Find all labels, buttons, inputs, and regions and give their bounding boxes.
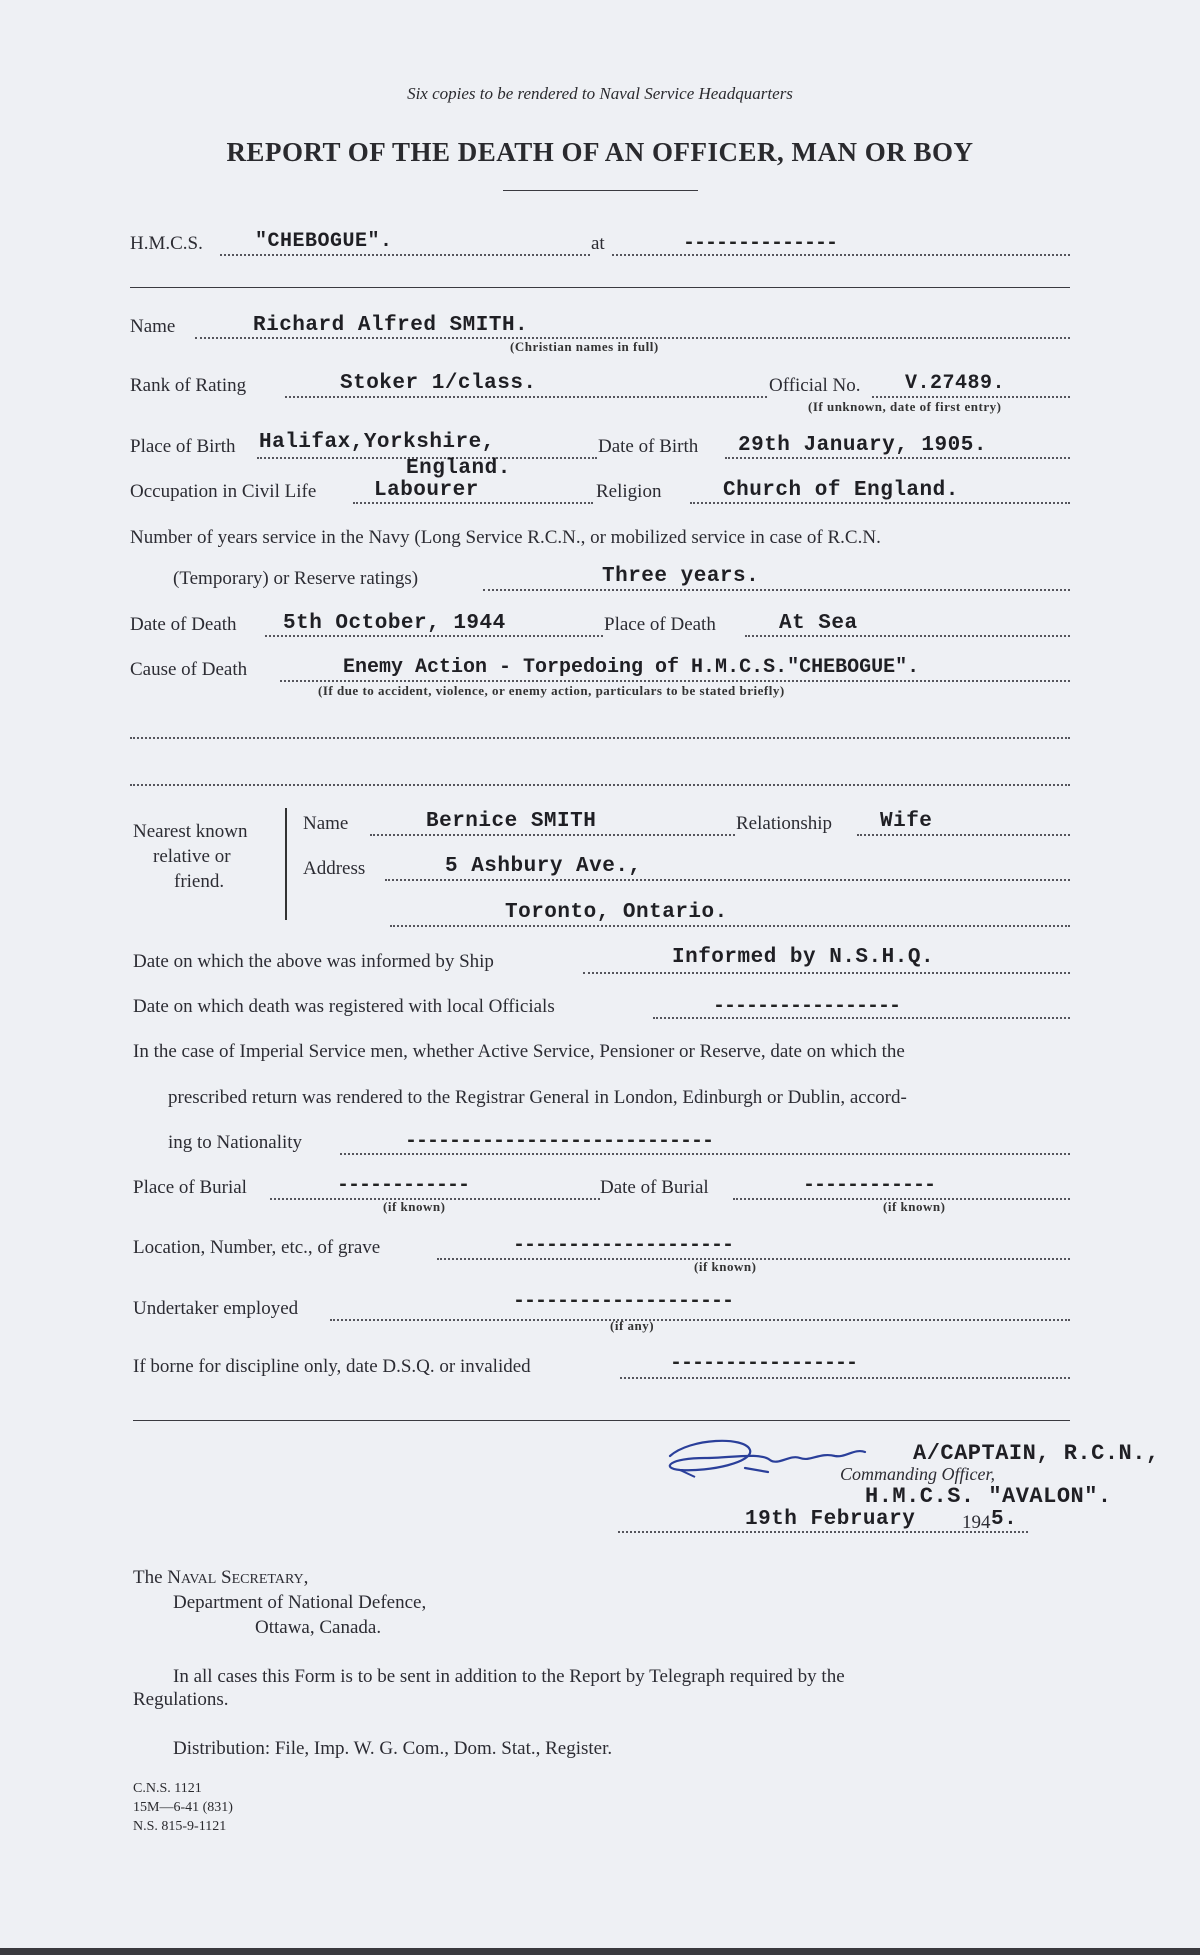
religion-label: Religion <box>596 481 662 502</box>
name-value: Richard Alfred SMITH. <box>253 314 529 337</box>
imperial-line-2: prescribed return was rendered to the Registrar General in London, Edinburgh or Dublin, accord- <box>168 1087 907 1108</box>
service-dots <box>483 589 1070 591</box>
name-hint: (Christian names in full) <box>510 339 659 354</box>
address-line-2: Toronto, Ontario. <box>505 901 728 924</box>
death-place-label: Place of Death <box>604 614 716 635</box>
relative-section-1: Nearest known <box>133 821 248 842</box>
cause-extra-dots-1 <box>130 737 1070 739</box>
naval-secretary-sc-2: ECRETARY <box>231 1572 304 1587</box>
naval-secretary-cap-1: The N <box>133 1567 182 1588</box>
address-dots-2 <box>390 925 1070 927</box>
discipline-value: ----------------- <box>670 1352 858 1375</box>
note-line-1: In all cases this Form is to be sent in addition to the Report by Telegraph required by the <box>173 1666 845 1687</box>
death-date-dots <box>265 635 603 637</box>
undertaker-label: Undertaker employed <box>133 1298 299 1319</box>
undertaker-value: -------------------- <box>513 1290 734 1313</box>
rule-top <box>130 287 1070 288</box>
discipline-label: If borne for discipline only, date D.S.Q. or invalided <box>133 1356 531 1377</box>
relative-name-label: Name <box>303 813 349 834</box>
rank-dots <box>285 396 767 398</box>
signature-year-suffix: 5. <box>991 1508 1018 1531</box>
relative-brace <box>285 808 287 920</box>
page-bottom-edge <box>0 1948 1200 1955</box>
birth-date-value: 29th January, 1905. <box>738 434 987 457</box>
title-underline <box>503 190 698 191</box>
undertaker-hint: (if any) <box>610 1318 655 1333</box>
relative-name-value: Bernice SMITH <box>426 810 597 833</box>
cause-extra-dots-2 <box>130 784 1070 786</box>
form-title: REPORT OF THE DEATH OF AN OFFICER, MAN OR BOY <box>226 137 974 167</box>
registered-value: ----------------- <box>713 995 901 1018</box>
burial-date-hint: (if known) <box>883 1199 946 1214</box>
imperial-value: ---------------------------- <box>405 1130 714 1153</box>
informed-label: Date on which the above was informed by Ship <box>133 951 494 972</box>
official-label: Official No. <box>769 375 861 396</box>
address-line-1: 5 Ashbury Ave., <box>445 855 642 878</box>
death-date-label: Date of Death <box>130 614 237 635</box>
grave-value: -------------------- <box>513 1234 734 1257</box>
address-dots-1 <box>385 879 1070 881</box>
burial-place-value: ------------ <box>337 1174 470 1197</box>
imperial-line-3: ing to Nationality <box>168 1132 303 1153</box>
cause-dots <box>280 680 1070 682</box>
naval-secretary-sc-1: AVAL <box>181 1572 217 1587</box>
relative-section-2: relative or <box>153 846 231 867</box>
naval-secretary-end: , <box>303 1567 309 1588</box>
official-hint: (If unknown, date of first entry) <box>808 399 1002 414</box>
cause-hint: (If due to accident, violence, or enemy action, particulars to be stated briefly) <box>318 683 785 698</box>
death-place-dots <box>745 635 1070 637</box>
relationship-label: Relationship <box>736 813 833 834</box>
form-code-3: N.S. 815-9-1121 <box>133 1819 227 1834</box>
official-value: V.27489. <box>905 372 1006 395</box>
grave-label: Location, Number, etc., of grave <box>133 1237 381 1258</box>
naval-secretary-cap-2: S <box>216 1567 232 1588</box>
signature-rank: A/CAPTAIN, R.C.N., <box>913 1441 1160 1466</box>
form-code-1: C.N.S. 1121 <box>133 1781 202 1796</box>
birth-place-value-2: England. <box>406 457 511 480</box>
note-line-2: Regulations. <box>133 1689 229 1710</box>
burial-place-hint: (if known) <box>383 1199 446 1214</box>
copies-note: Six copies to be rendered to Naval Service Headquarters <box>407 84 793 103</box>
informed-dots <box>583 972 1070 974</box>
discipline-dots <box>620 1377 1070 1379</box>
form-code-2: 15M—6-41 (831) <box>133 1800 233 1815</box>
cause-label: Cause of Death <box>130 659 248 680</box>
ship-value: "CHEBOGUE". <box>255 230 393 253</box>
religion-dots <box>690 502 1070 504</box>
signature-year-prefix: 194 <box>962 1512 991 1533</box>
rank-value: Stoker 1/class. <box>340 372 537 395</box>
death-place-value: At Sea <box>779 612 858 635</box>
naval-secretary <box>133 1567 308 1589</box>
ship-dots <box>220 254 590 256</box>
signature-date: 19th February <box>745 1508 916 1531</box>
birth-place-label: Place of Birth <box>130 436 236 457</box>
official-dots <box>872 396 1070 398</box>
occupation-value: Labourer <box>374 479 479 502</box>
cause-value: Enemy Action - Torpedoing of H.M.C.S."CHEBOGUE". <box>343 656 920 679</box>
relative-section-3: friend. <box>174 871 225 892</box>
rule-bottom <box>133 1420 1070 1421</box>
burial-date-value: ------------ <box>803 1174 936 1197</box>
address-label: Address <box>303 858 366 879</box>
relationship-dots <box>857 834 1070 836</box>
service-value: Three years. <box>602 565 760 588</box>
name-label: Name <box>130 316 176 337</box>
distribution-line: Distribution: File, Imp. W. G. Com., Dom. Stat., Register. <box>173 1738 613 1759</box>
religion-value: Church of England. <box>723 479 959 502</box>
relative-name-dots <box>370 834 735 836</box>
at-value: -------------- <box>683 232 838 255</box>
department-line: Department of National Defence, <box>173 1592 427 1613</box>
signature-role: Commanding Officer, <box>840 1464 995 1484</box>
occupation-label: Occupation in Civil Life <box>130 481 317 502</box>
imperial-line-1: In the case of Imperial Service men, whether Active Service, Pensioner or Reserve, date on which the <box>133 1041 905 1062</box>
imperial-dots <box>340 1153 1070 1155</box>
burial-date-label: Date of Burial <box>600 1177 709 1198</box>
at-dots <box>612 254 1070 256</box>
signature-ship: H.M.C.S. "AVALON". <box>865 1484 1112 1509</box>
registered-label: Date on which death was registered with local Officials <box>133 996 555 1017</box>
rank-label: Rank of Rating <box>130 375 247 396</box>
service-line-2: (Temporary) or Reserve ratings) <box>173 568 419 589</box>
relationship-value: Wife <box>880 810 933 833</box>
birth-date-label: Date of Birth <box>598 436 699 457</box>
undertaker-dots <box>330 1319 1070 1321</box>
informed-value: Informed by N.S.H.Q. <box>672 946 935 969</box>
service-line-1: Number of years service in the Navy (Long Service R.C.N., or mobilized service in case of R.C.N. <box>130 527 881 548</box>
death-date-value: 5th October, 1944 <box>283 612 506 635</box>
grave-hint: (if known) <box>694 1259 757 1274</box>
ottawa-line: Ottawa, Canada. <box>255 1617 382 1638</box>
ship-label: H.M.C.S. <box>130 233 203 254</box>
burial-place-label: Place of Burial <box>133 1177 247 1198</box>
birth-date-dots <box>725 457 1070 459</box>
birth-place-value: Halifax,Yorkshire, <box>259 431 495 454</box>
at-label: at <box>591 233 605 254</box>
occupation-dots <box>353 502 593 504</box>
